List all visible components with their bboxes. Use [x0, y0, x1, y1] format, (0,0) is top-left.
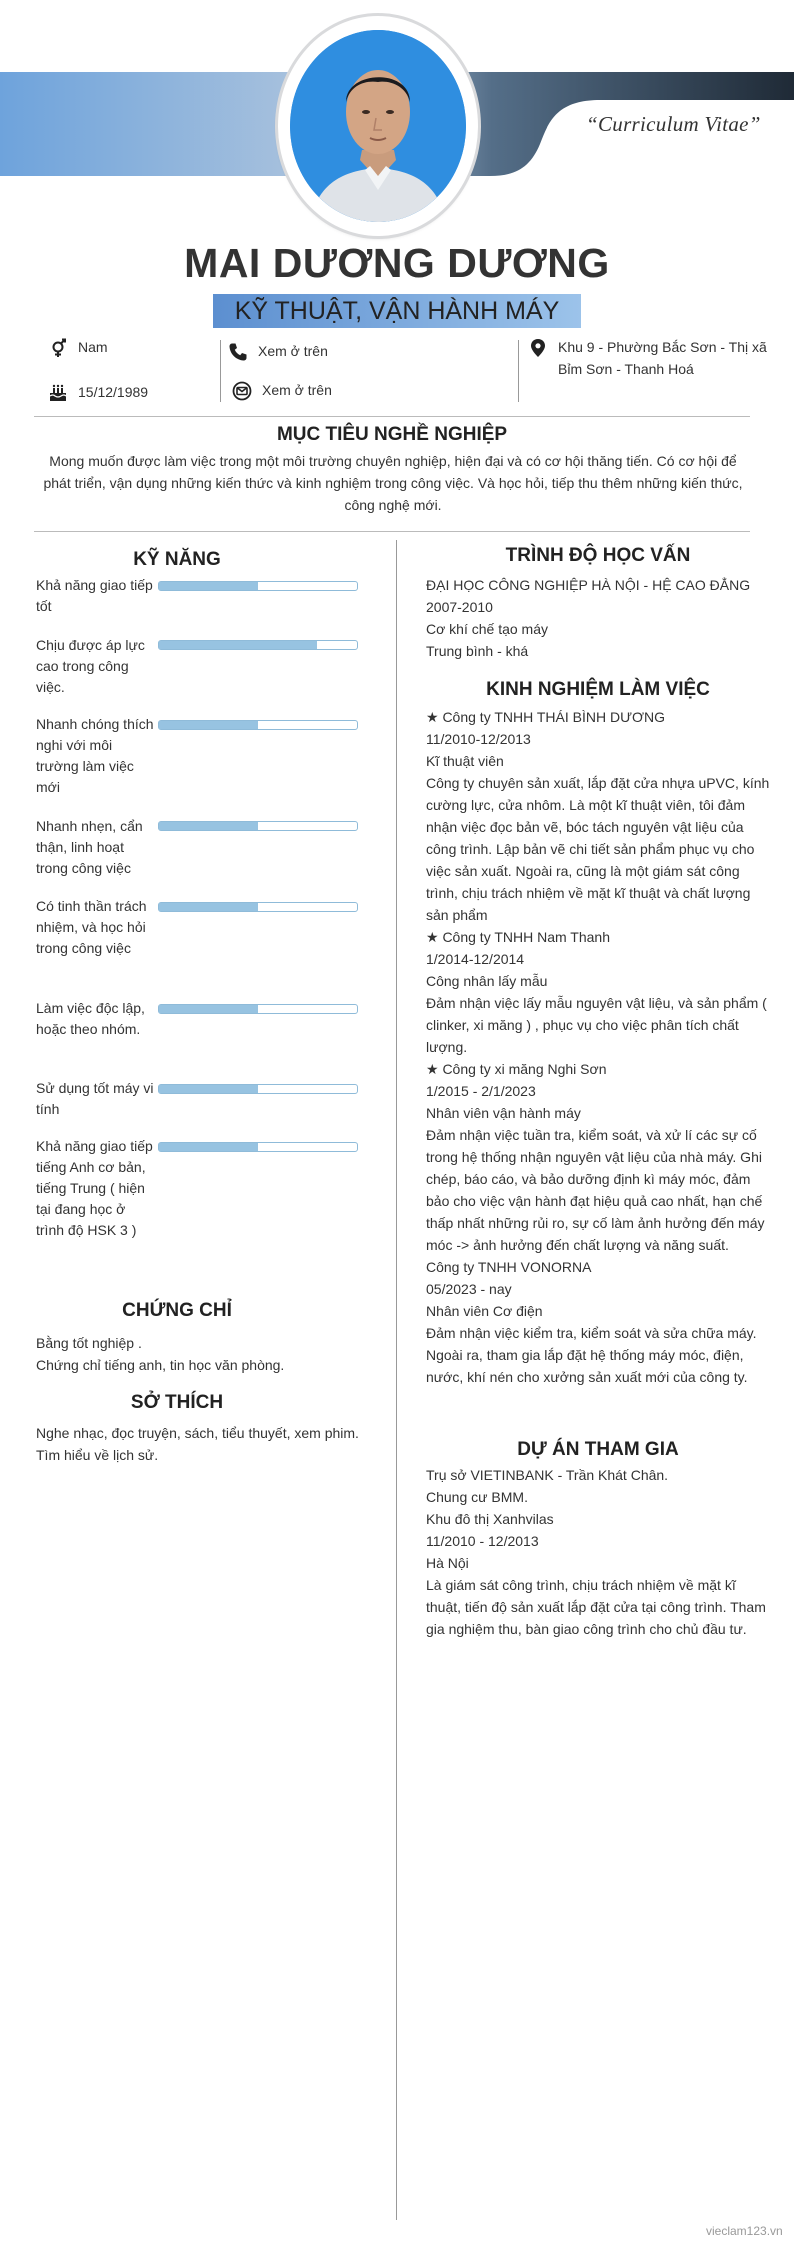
certificate-item: Bằng tốt nghiệp . [36, 1335, 142, 1351]
job-period: 1/2015 - 2/1/2023 [426, 1083, 536, 1099]
skill-name-5: Có tinh thần trách nhiệm, và học hỏi trong công việc [36, 898, 147, 956]
job-period: 11/2010-12/2013 [426, 731, 531, 747]
avatar-frame [278, 16, 478, 236]
job-position: Nhân viên vận hành máy [426, 1105, 581, 1121]
hobbies-title: SỞ THÍCH [130, 1392, 224, 1413]
job-period: 05/2023 - nay [426, 1281, 512, 1297]
job-position: Nhân viên Cơ điện [426, 1303, 543, 1319]
experience-title: KINH NGHIỆM LÀM VIỆC [486, 679, 710, 700]
job-description: Đảm nhận việc lấy mẫu nguyên vật liệu, và sản phẩm ( clinker, xi măng ) , phục vụ cho việc phân tích chất lượng. [426, 995, 767, 1055]
job-period: 1/2014-12/2014 [426, 951, 525, 967]
address-value: Khu 9 - Phường Bắc Sơn - Thị xã Bỉm Sơn - Thanh Hoá [558, 339, 767, 377]
objective-title: MỤC TIÊU NGHỀ NGHIỆP [276, 424, 508, 445]
project-line: Khu đô thị Xanhvilas [426, 1511, 554, 1527]
column-divider [396, 540, 397, 2220]
project-line: Chung cư BMM. [426, 1489, 528, 1505]
skill-name-1: Khả năng giao tiếp tốt [36, 577, 153, 614]
project-line: 11/2010 - 12/2013 [426, 1533, 539, 1549]
info-divider-2 [518, 340, 519, 402]
skill-level-2 [159, 641, 317, 649]
job-title: KỸ THUẬT, VẬN HÀNH MÁY [213, 294, 581, 328]
job-description: Đảm nhận việc kiểm tra, kiểm soát và sửa chữa máy. Ngoài ra, tham gia lắp đặt hệ thống máy móc, điện, nước, khí nén cho xưởng sản xuất mới của công ty. [426, 1325, 757, 1385]
skill-level-5 [159, 903, 258, 911]
avatar [290, 30, 466, 222]
skill-name-2: Chịu được áp lực cao trong công việc. [36, 637, 145, 695]
skill-level-7 [159, 1085, 258, 1093]
phone-value: Xem ở trên [258, 343, 328, 359]
certificates-list [36, 1332, 376, 1376]
projects-block [426, 1464, 770, 1640]
skill-name-6: Làm việc độc lập, hoặc theo nhóm. [36, 1000, 145, 1037]
skill-bar-1 [158, 581, 358, 591]
curriculum-vitae-label: “Curriculum Vitae” [586, 112, 761, 136]
skill-level-1 [159, 582, 258, 590]
project-line: Trụ sở VIETINBANK - Trần Khát Chân. [426, 1467, 669, 1483]
job-description: Đảm nhận việc tuần tra, kiểm soát, và xử lí các sự cố trong hệ thống nhận nguyên vật liệu của nhà máy. Ghi chép, báo cáo, và bảo dưỡng định kì máy móc, đảm bảo cho việc vận hành đạt hiệu quả cao nhất, hạn chế thấp nhất những rủi ro, sự cố làm ảnh hưởng đến máy móc -> ảnh hưởng đến chất lượng và năng suất. [426, 1127, 765, 1253]
education-period: 2007-2010 [426, 599, 493, 615]
avatar-portrait [290, 30, 466, 222]
skill-name-7: Sử dụng tốt máy vi tính [36, 1080, 154, 1117]
job-position: Kĩ thuật viên [426, 753, 504, 769]
email-icon [232, 381, 252, 401]
info-divider-1 [220, 340, 221, 402]
skill-level-3 [159, 721, 258, 729]
skill-bar-7 [158, 1084, 358, 1094]
job-description: Công ty chuyên sản xuất, lắp đặt cửa nhựa uPVC, kính cường lực, cửa nhôm. Là một kĩ thuật viên, tôi đảm nhận việc đọc bản vẽ, bóc tách nguyên vật liệu của công trình. Lập bản vẽ chi tiết sản phẩm phục vụ cho việc sản xuất. Ngoài ra, cũng là một giám sát công trình, chịu trách nhiệm về mặt kĩ thuật và chất lượng sản phẩm [426, 775, 770, 923]
skill-name-8: Khả năng giao tiếp tiếng Anh cơ bản, tiếng Trung ( hiện tại đang học ở trình độ HSK 3 ) [36, 1138, 153, 1238]
skill-name-3: Nhanh chóng thích nghi với môi trường làm việc mới [36, 716, 154, 795]
gender-value: Nam [78, 339, 108, 355]
email-value: Xem ở trên [262, 382, 332, 398]
certificate-item: Chứng chỉ tiếng anh, tin học văn phòng. [36, 1357, 285, 1373]
certificates-title: CHỨNG CHỈ [122, 1300, 232, 1321]
phone-icon [228, 342, 248, 362]
education-block [426, 574, 770, 662]
gender-icon [48, 338, 68, 358]
project-line: Hà Nội [426, 1555, 469, 1571]
job-company: ★ Công ty xi măng Nghi Sơn [426, 1061, 607, 1077]
skill-bar-8 [158, 1142, 358, 1152]
location-pin-icon [528, 338, 548, 358]
skill-level-4 [159, 822, 258, 830]
skill-bar-2 [158, 640, 358, 650]
job-company: ★ Công ty TNHH Nam Thanh [426, 929, 610, 945]
education-grade: Trung bình - khá [426, 643, 529, 659]
skills-title: KỸ NĂNG [133, 549, 221, 570]
job-position: Công nhân lấy mẫu [426, 973, 548, 989]
education-title: TRÌNH ĐỘ HỌC VẤN [505, 545, 691, 566]
candidate-name: MAI DƯƠNG DƯƠNG [184, 240, 610, 286]
objective-separator [34, 531, 750, 532]
skill-bar-5 [158, 902, 358, 912]
birthday-value: 15/12/1989 [78, 384, 149, 400]
skill-name-4: Nhanh nhẹn, cẩn thận, linh hoạt trong công việc [36, 818, 143, 876]
education-major: Cơ khí chế tạo máy [426, 621, 549, 637]
skill-level-6 [159, 1005, 258, 1013]
job-company: ★ Công ty TNHH THÁI BÌNH DƯƠNG [426, 709, 666, 725]
project-description: Là giám sát công trình, chịu trách nhiệm về mặt kĩ thuật, tiến độ sản xuất lắp đặt cửa tại công trình. Tham gia nghiệm thu, bàn giao công trình cho chủ đầu tư. [426, 1577, 766, 1637]
objective-text: Mong muốn được làm việc trong một môi trường chuyên nghiệp, hiện đại và có cơ hội thăng tiến. Có cơ hội để phát triển, vận dụng những kiến thức và kinh nghiệm trong công việc. Và học hỏi, tiếp thu thêm những kiến thức, công nghệ mới. [43, 453, 743, 513]
hobbies-text: Nghe nhạc, đọc truyện, sách, tiểu thuyết, xem phim. Tìm hiểu về lịch sử. [36, 1425, 359, 1463]
info-separator [34, 416, 750, 417]
skill-level-8 [159, 1143, 258, 1151]
skill-bar-6 [158, 1004, 358, 1014]
experience-list [426, 706, 770, 1388]
education-school: ĐẠI HỌC CÔNG NGHIỆP HÀ NỘI - HỆ CAO ĐẲNG [426, 577, 751, 593]
skill-bar-4 [158, 821, 358, 831]
skill-bar-3 [158, 720, 358, 730]
watermark: vieclam123.vn [706, 2224, 783, 2238]
projects-title: DỰ ÁN THAM GIA [517, 1439, 679, 1460]
birthday-cake-icon [48, 383, 68, 403]
job-company: Công ty TNHH VONORNA [426, 1259, 592, 1275]
